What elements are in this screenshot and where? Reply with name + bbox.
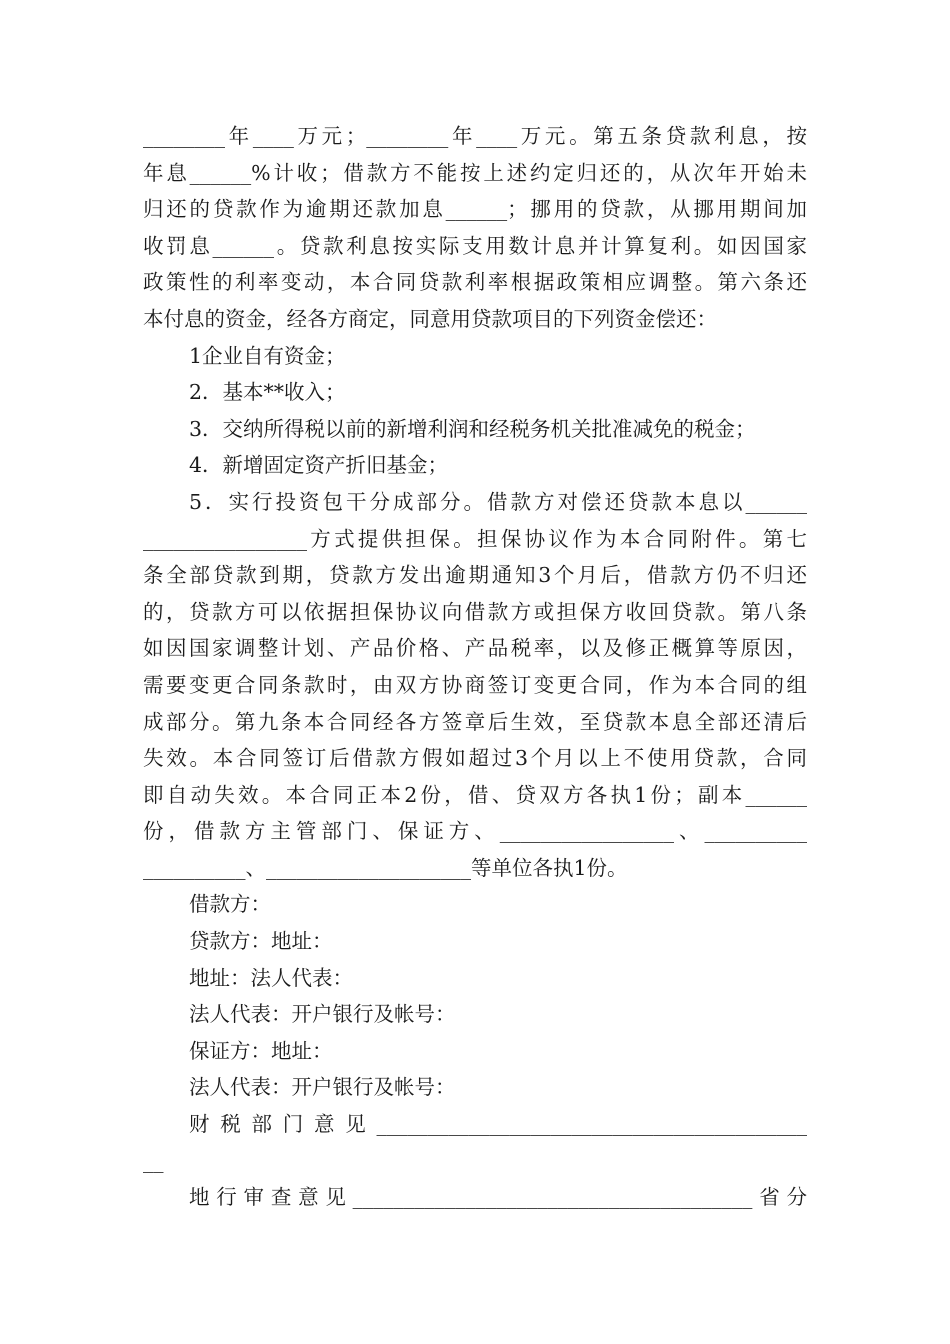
text-line: 成部分。第九条本合同经各方签章后生效，至贷款本息全部还清后 — [143, 709, 807, 734]
text-line: 地址：法人代表： — [189, 965, 353, 990]
text-line: 3．交纳所得税以前的新增利润和经税务机关批准减免的税金； — [189, 416, 756, 441]
text-line: 保证方：地址： — [189, 1038, 333, 1063]
text-line: 法人代表：开户银行及帐号： — [189, 1002, 456, 1027]
text-line: __________、____________________等单位各执1份。 — [143, 855, 628, 880]
text-line: 本付息的资金，经各方商定，同意用贷款项目的下列资金偿还： — [143, 306, 717, 331]
text-line: 1企业自有资金； — [189, 343, 346, 368]
text-line: 政策性的利率变动，本合同贷款利率根据政策相应调整。第六条还 — [143, 270, 807, 295]
text-line: ________年____万元；________年____万元。第五条贷款利息，按 — [143, 124, 807, 148]
text-line: 财税部门意见__________________________________________ — [189, 1112, 807, 1137]
text-line: 年息______%计收；借款方不能按上述约定归还的，从次年开始未 — [143, 160, 807, 185]
text-line: 借款方： — [189, 892, 271, 917]
text-line: 5．实行投资包干分成部分。借款方对偿还贷款本息以______ — [189, 489, 807, 514]
text-line: 归还的贷款作为逾期还款加息______；挪用的贷款，从挪用期间加 — [143, 197, 807, 222]
text-line: 4．新增固定资产折旧基金； — [189, 453, 449, 478]
text-line: 条全部贷款到期，贷款方发出逾期通知3个月后，借款方仍不归还 — [143, 563, 807, 588]
text-line: 的，贷款方可以依据担保协议向借款方或担保方收回贷款。第八条 — [143, 599, 807, 624]
text-line: ________________方式提供担保。担保协议作为本合同附件。第七 — [143, 526, 807, 551]
text-line: 法人代表：开户银行及帐号： — [189, 1075, 456, 1100]
text-line: 即自动失效。本合同正本2份，借、贷双方各执1份；副本______ — [143, 782, 807, 807]
text-line: 份，借款方主管部门、保证方、_________________、__________ — [143, 819, 807, 844]
text-line: 2．基本**收入； — [189, 380, 346, 405]
text-line: 如因国家调整计划、产品价格、产品税率，以及修正概算等原因， — [143, 636, 807, 661]
text-line: __ — [143, 1148, 164, 1173]
text-line: 地行审查意见_______________________________________省分 — [189, 1185, 807, 1210]
document-page — [143, 118, 807, 1216]
text-line: 需要变更合同条款时，由双方协商签订变更合同，作为本合同的组 — [143, 672, 807, 697]
text-line: 收罚息______。贷款利息按实际支用数计息并计算复利。如因国家 — [143, 233, 807, 258]
text-line: 失效。本合同签订后借款方假如超过3个月以上不使用贷款，合同 — [143, 746, 807, 771]
text-line: 贷款方：地址： — [189, 929, 333, 954]
